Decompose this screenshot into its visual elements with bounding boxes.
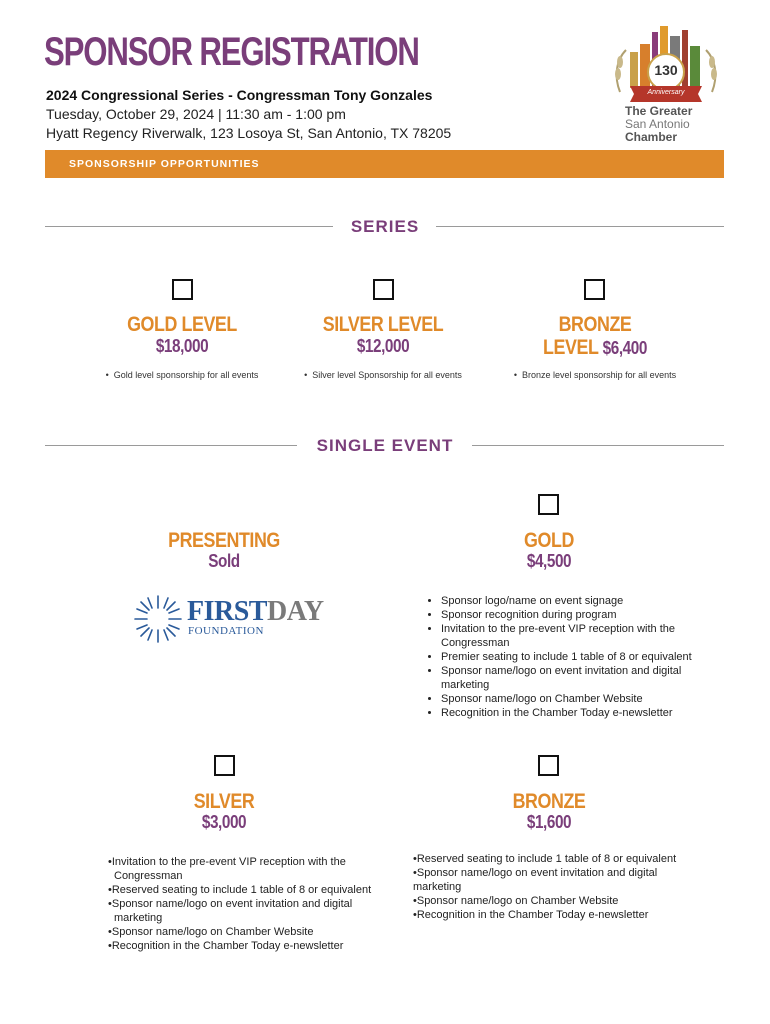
- bronze-event-checkbox[interactable]: [538, 755, 559, 776]
- divider: [472, 445, 724, 446]
- gold-series-price: $18,000: [155, 336, 209, 356]
- single-event-heading: SINGLE EVENT: [316, 436, 454, 455]
- list-item: • Sponsor recognition during program: [441, 608, 731, 622]
- list-item: • Sponsor name/logo on event invitation and digital marketing: [114, 897, 384, 925]
- logo-subword: FOUNDATION: [188, 625, 264, 637]
- gold-event-price: $4,500: [526, 551, 572, 571]
- series-heading: SERIES: [350, 217, 420, 236]
- bronze-series-checkbox[interactable]: [584, 279, 605, 300]
- event-subtitle: 2024 Congressional Series - Congressman Tony Gonzales: [46, 87, 433, 103]
- gold-series-note: • Gold level sponsorship for all events: [105, 370, 259, 380]
- silver-series-name: SILVER LEVEL: [322, 313, 444, 336]
- list-item: • Sponsor name/logo on Chamber Website: [114, 925, 384, 939]
- silver-series-checkbox[interactable]: [373, 279, 394, 300]
- bronze-series-note: • Bronze level sponsorship for all events: [513, 370, 677, 380]
- anniversary-number: 130: [654, 62, 678, 78]
- divider: [45, 445, 297, 446]
- list-item: •Sponsor name/logo on event invitation and digital marketing: [413, 867, 658, 893]
- chamber-logo: [606, 22, 726, 144]
- gold-event-name: GOLD: [524, 529, 574, 552]
- page-title: SPONSOR REGISTRATION: [44, 30, 419, 74]
- list-item: • Sponsor name/logo on Chamber Website: [441, 692, 731, 706]
- silver-series-price: $12,000: [356, 336, 410, 356]
- first-day-foundation-logo: [133, 594, 333, 644]
- bronze-benefits-list: [413, 852, 698, 922]
- bronze-event-price: $1,600: [526, 812, 572, 832]
- presenting-status: Sold: [208, 551, 240, 571]
- silver-benefits-list: [104, 855, 384, 953]
- silver-event-price: $3,000: [201, 812, 247, 832]
- event-location: Hyatt Regency Riverwalk, 123 Losoya St, San Antonio, TX 78205: [46, 125, 452, 141]
- bronze-event-name: BRONZE: [512, 790, 586, 813]
- presenting-name: PRESENTING: [168, 529, 280, 552]
- list-item: • Premier seating to include 1 table of 8 or equivalent: [441, 650, 731, 664]
- list-item: • Recognition in the Chamber Today e-newsletter: [441, 706, 731, 720]
- list-item: • Reserved seating to include 1 table of 8 or equivalent: [114, 883, 384, 897]
- silver-event-checkbox[interactable]: [214, 755, 235, 776]
- banner-label: SPONSORSHIP OPPORTUNITIES: [69, 158, 260, 170]
- chamber-name-line1: The Greater: [625, 104, 693, 118]
- list-item: • Sponsor logo/name on event signage: [441, 594, 731, 608]
- list-item: •Reserved seating to include 1 table of 8 or equivalent: [413, 853, 677, 865]
- divider: [45, 226, 333, 227]
- anniversary-ribbon-text: Anniversary: [647, 89, 685, 96]
- list-item: • Invitation to the pre-event VIP reception with the Congressman: [441, 622, 731, 650]
- list-item: • Invitation to the pre-event VIP reception with the Congressman: [114, 855, 384, 883]
- gold-series-name: GOLD LEVEL: [127, 313, 237, 336]
- list-item: • Sponsor name/logo on event invitation and digital marketing: [441, 664, 731, 692]
- starburst-icon: [133, 594, 183, 644]
- bronze-series-name: BRONZE LEVEL $6,400: [543, 313, 647, 359]
- chamber-name-line3: Chamber: [625, 130, 678, 144]
- gold-event-checkbox[interactable]: [538, 494, 559, 515]
- bronze-series-price: $6,400: [602, 338, 647, 358]
- event-date-time: Tuesday, October 29, 2024 | 11:30 am - 1:00 pm: [46, 106, 346, 122]
- silver-series-note: • Silver level Sponsorship for all events: [304, 370, 462, 380]
- gold-series-checkbox[interactable]: [172, 279, 193, 300]
- logo-wordmark: FIRSTDAY: [187, 596, 324, 627]
- silver-event-name: SILVER: [193, 790, 255, 813]
- chamber-name-line2: San Antonio: [625, 117, 690, 131]
- gold-benefits-list: [425, 594, 731, 720]
- divider: [436, 226, 724, 227]
- list-item: •Recognition in the Chamber Today e-newsletter: [413, 909, 649, 921]
- list-item: • Recognition in the Chamber Today e-newsletter: [114, 939, 384, 953]
- list-item: •Sponsor name/logo on Chamber Website: [413, 895, 619, 907]
- sponsorship-banner: [45, 150, 724, 178]
